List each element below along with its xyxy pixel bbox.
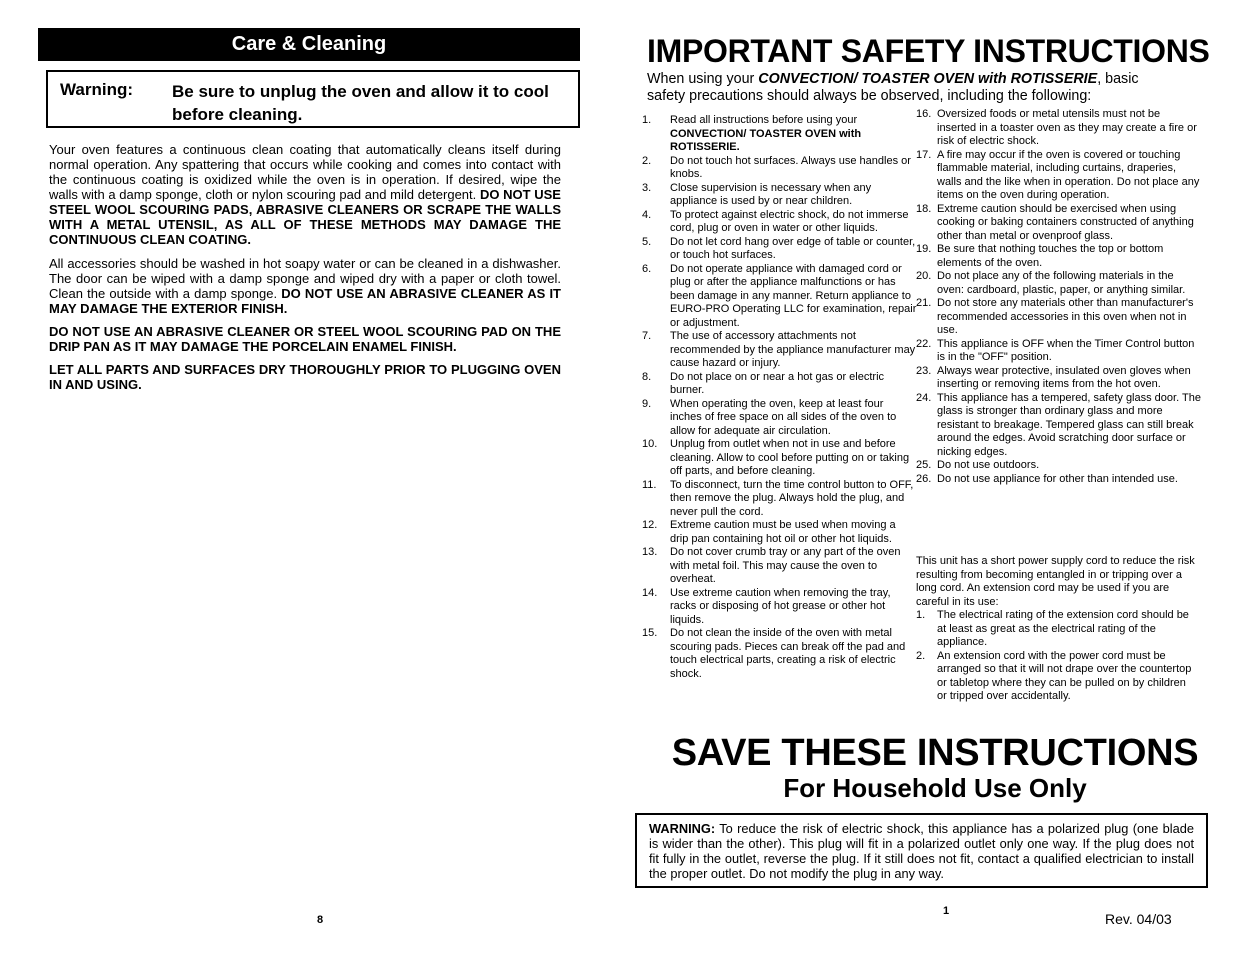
dry-parts-caution: LET ALL PARTS AND SURFACES DRY THOROUGHLY PRIOR TO PLUGGING OVEN IN AND USING.: [49, 362, 561, 392]
item-number: 5.: [642, 235, 652, 248]
list-item: [916, 338, 1201, 365]
list-item: [916, 243, 1201, 270]
item-number: 7.: [642, 330, 652, 342]
item-number: 6.: [642, 262, 652, 275]
warning-text: Be sure to unplug the oven and allow it to cool before cleaning.: [172, 82, 549, 124]
item-text: Do not touch hot surfaces. Always use handles or knobs.: [670, 154, 911, 180]
item-text: Unplug from outlet when not in use and before cleaning. Allow to cool before putting on or taking off parts, and before cleaning.: [670, 438, 910, 477]
list-item: [642, 182, 917, 209]
item-text: Close supervision is necessary when any appliance is used by or near children.: [670, 181, 872, 207]
list-item: [642, 330, 917, 371]
item-text: Do not place any of the following materials in the oven: cardboard, plastic, paper, or anything similar.: [937, 270, 1186, 296]
item-number: 2.: [642, 154, 652, 167]
product-name: CONVECTION/ TOASTER OVEN with ROTISSERIE: [758, 71, 1098, 87]
item-number: 18.: [916, 202, 932, 215]
list-item: [642, 155, 917, 182]
exterior-caution: DO NOT USE AN ABRASIVE CLEANER AS IT MAY DAMAGE THE EXTERIOR FINISH.: [49, 286, 561, 316]
polarized-plug-warning: [649, 821, 1194, 881]
item-text: Use extreme caution when removing the tray, racks or disposing of hot grease or other hot liquids.: [670, 586, 891, 626]
list-item: [642, 479, 917, 520]
list-item: [916, 473, 1201, 487]
coating-text: Your oven features a continuous clean coating that automatically cleans itself during normal operation. Any spattering that occurs while cooking and comes into contact with the continuous coating is oxidized while the oven is in operation. If desired, wipe the walls with a damp sponge, cloth or nylon scouring pad and mild detergent.: [49, 142, 561, 202]
page-number-right: 1: [943, 905, 950, 917]
item-text: Do not cover crumb tray or any part of the oven with metal foil. This may cause the oven to overheat.: [670, 546, 901, 585]
list-item: [916, 270, 1201, 297]
care-cleaning-header: Care & Cleaning: [38, 28, 580, 61]
item-number: 1.: [642, 114, 652, 126]
item-number: 20.: [916, 270, 932, 282]
item-text: Do not use outdoors.: [937, 459, 1040, 471]
item-text: Do not operate appliance with damaged cord or plug or after the appliance malfunctions or has been damage in any manner. Return appliance to EURO-PRO Operating LLC for examination, repair or adjustment.: [670, 262, 917, 329]
list-item: [916, 297, 1201, 338]
warning-text: To reduce the risk of electric shock, this appliance has a polarized plug (one blade is wider than the other). This plug will fit in a polarized outlet only one way. If the plug does not fit fully in the outlet, reverse the plug. If it still does not fit, contact a qualified electrician to install the proper outlet. Do not modify the plug in any way.: [649, 821, 1194, 881]
item-number: 4.: [642, 208, 652, 221]
item-text: Read all instructions before using your: [670, 114, 858, 126]
accessories-text: All accessories should be washed in hot soapy water or can be cleaned in a dishwasher. The door can be wiped with a damp sponge and wiped dry with a paper or cloth towel. Clean the outside with a damp sponge.: [49, 256, 561, 301]
list-item: [642, 114, 917, 155]
item-number: 21.: [916, 297, 932, 309]
item-number: 14.: [642, 586, 658, 599]
item-number: 16.: [916, 108, 932, 120]
item-text: This appliance is OFF when the Timer Control button is in the "OFF" position.: [937, 337, 1195, 363]
warning-label: WARNING:: [649, 821, 716, 836]
extension-cord-block: [916, 555, 1196, 704]
item-text: Always wear protective, insulated oven gloves when inserting or removing items from the hot oven.: [937, 364, 1191, 390]
list-item: [642, 398, 917, 439]
list-item: [642, 519, 917, 546]
intro-text: When using your: [647, 71, 759, 87]
instructions-column-right: [916, 108, 1201, 486]
polarized-plug-warning-box: [635, 813, 1208, 888]
item-number: 17.: [916, 148, 932, 161]
list-item: [642, 209, 917, 236]
item-text: The electrical rating of the extension cord should be at least as great as the electrical rating of the appliance.: [937, 609, 1189, 648]
item-number: 23.: [916, 364, 932, 377]
list-item: [642, 263, 917, 331]
revision-label: Rev. 04/03: [1105, 911, 1172, 927]
item-text: Do not clean the inside of the oven with metal scouring pads. Pieces can break off the pad and touch electrical parts, creating a risk of electric shock.: [670, 627, 906, 680]
list-item: [642, 236, 917, 263]
item-number: 11.: [642, 478, 657, 491]
save-instructions-title: SAVE THESE INSTRUCTIONS: [671, 732, 1199, 774]
list-item: [916, 392, 1201, 460]
item-number: 1.: [916, 609, 926, 621]
item-number: 22.: [916, 337, 932, 350]
item-text: To protect against electric shock, do not immerse cord, plug or oven in water or other liquids.: [670, 208, 909, 234]
item-text: Extreme caution must be used when moving a drip pan containing hot oil or other hot liquids.: [670, 519, 896, 545]
intro-text-end: , basic safety precautions should always be observed, including the following:: [647, 71, 1139, 104]
list-item: [916, 203, 1201, 244]
list-item: [916, 149, 1201, 203]
item-number: 15.: [642, 627, 658, 639]
safety-title: IMPORTANT SAFETY INSTRUCTIONS: [647, 33, 1210, 69]
list-item: [916, 365, 1201, 392]
item-text: When operating the oven, keep at least four inches of free space on all sides of the oven to allow for adequate air circulation.: [670, 397, 897, 437]
item-number: 24.: [916, 391, 932, 404]
item-text: Do not let cord hang over edge of table or counter, or touch hot surfaces.: [670, 235, 916, 261]
safety-intro: [647, 71, 1167, 105]
unplug-warning-box: [46, 70, 580, 128]
instructions-column-left: [642, 114, 917, 681]
item-number: 8.: [642, 370, 652, 383]
list-item: [642, 627, 917, 681]
cord-list: [916, 609, 1196, 704]
warning-label: Warning:: [60, 80, 134, 99]
list-item: [916, 459, 1201, 473]
item-number: 2.: [916, 649, 926, 662]
item-number: 10.: [642, 438, 658, 450]
item-number: 12.: [642, 519, 658, 531]
item-number: 9.: [642, 397, 652, 410]
cord-list-item: [916, 650, 1196, 704]
item-text: Do not use appliance for other than intended use.: [937, 472, 1178, 485]
item-number: 3.: [642, 181, 652, 194]
coating-caution: DO NOT USE STEEL WOOL SCOURING PADS, ABRASIVE CLEANERS OR SCRAPE THE WALLS WITH A METAL UTENSIL, AS ALL OF THESE METHODS MAY DAMAGE THE CONTINUOUS CLEAN COATING.: [49, 187, 561, 247]
item-text: A fire may occur if the oven is covered or touching flammable material, including curtains, draperies, walls and the like when in operation. Do not place any items on the oven during operation.: [937, 148, 1200, 201]
accessories-paragraph: [49, 256, 561, 316]
list-item: [642, 438, 917, 479]
item-text: Do not place on or near a hot gas or electric burner.: [670, 370, 885, 396]
item-product-name: CONVECTION/ TOASTER OVEN with ROTISSERIE.: [670, 127, 862, 153]
drip-pan-caution: DO NOT USE AN ABRASIVE CLEANER OR STEEL WOOL SCOURING PAD ON THE DRIP PAN AS IT MAY DAMAGE THE PORCELAIN ENAMEL FINISH.: [49, 324, 561, 354]
item-text: Extreme caution should be exercised when using cooking or baking containers constructed of anything other than metal or ovenproof glass.: [937, 202, 1194, 242]
page-number-left: 8: [317, 914, 324, 926]
item-text: An extension cord with the power cord must be arranged so that it will not drape over the countertop or tabletop where they can be pulled on by children or tripped over accidentally.: [937, 649, 1192, 702]
item-text: Be sure that nothing touches the top or bottom elements of the oven.: [937, 243, 1164, 269]
item-number: 26.: [916, 472, 932, 485]
cord-list-item: [916, 609, 1196, 650]
list-item: [916, 108, 1201, 149]
item-text: Oversized foods or metal utensils must not be inserted in a toaster oven as they may create a fire or risk of electric shock.: [937, 108, 1197, 147]
item-text: This appliance has a tempered, safety glass door. The glass is stronger than ordinary glass and more resistant to breakage. Tempered glass can still break around the edges. Avoid scratching door surface or nicking edges.: [937, 391, 1201, 458]
item-text: The use of accessory attachments not recommended by the appliance manufacturer may cause hazard or injury.: [670, 330, 916, 369]
item-number: 19.: [916, 243, 932, 255]
item-number: 25.: [916, 459, 932, 471]
list-item: [642, 546, 917, 587]
item-number: 13.: [642, 546, 658, 558]
item-text: Do not store any materials other than manufacturer's recommended accessories in this oven when not in use.: [937, 297, 1194, 336]
household-use-subtitle: For Household Use Only: [783, 773, 1087, 803]
item-text: To disconnect, turn the time control button to OFF, then remove the plug. Always hold the plug, and never pull the cord.: [670, 478, 914, 518]
list-item: [642, 587, 917, 628]
coating-paragraph: [49, 142, 561, 247]
cord-intro: This unit has a short power supply cord to reduce the risk resulting from becoming entangled in or tripping over a long cord. An extension cord may be used if you are careful in its use:: [916, 555, 1195, 608]
list-item: [642, 371, 917, 398]
